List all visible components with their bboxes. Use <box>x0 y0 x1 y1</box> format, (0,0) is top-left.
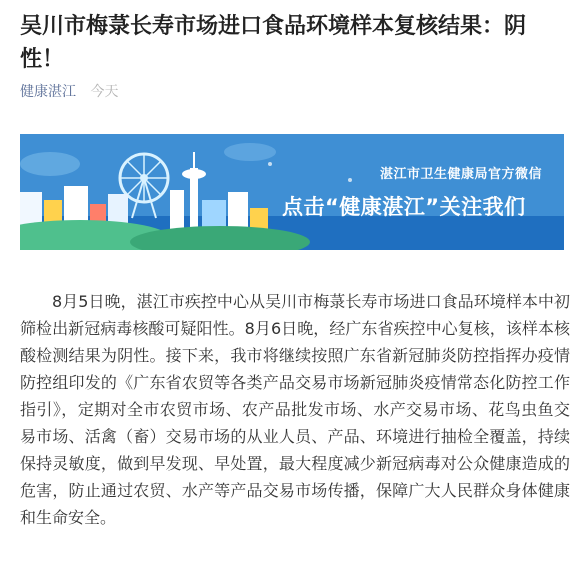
article-meta <box>20 82 118 102</box>
follow-banner[interactable] <box>20 134 564 250</box>
banner-subtitle: 湛江市卫生健康局官方微信 <box>380 167 543 182</box>
publish-time: 今天 <box>90 84 119 100</box>
banner-main-text: 点击“健康湛江”关注我们 <box>282 195 526 219</box>
account-name-link[interactable]: 健康湛江 <box>20 84 76 100</box>
article-title: 吴川市梅菉长寿市场进口食品环境样本复核结果：阴性！ <box>20 14 527 72</box>
article-paragraph: 8月5日晚，湛江市疾控中心从吴川市梅菉长寿市场进口食品环境样本中初筛检出新冠病毒核酸可疑阳性。8月6日晚，经广东省疾控中心复核，该样本核酸检测结果为阴性。接下来，我市将继续按照广东省新冠肺炎防控指挥办疫情防控组印发的《广东省农贸等各类产品交易市场新冠肺炎疫情常态化防控工作指引》，定期对全市农贸市场、农产品批发市场、水产交易市场、花鸟虫鱼交易市场、活禽（畜）交易市场的从业人员、产品、环境进行抽检全覆盖，持续保持灵敏度，做到早发现、早处置，最大程度减少新冠病毒对公众健康造成的危害，防止通过农贸、水产等产品交易市场传播，保障广大人民群众身体健康和生命安全。 <box>20 292 570 527</box>
